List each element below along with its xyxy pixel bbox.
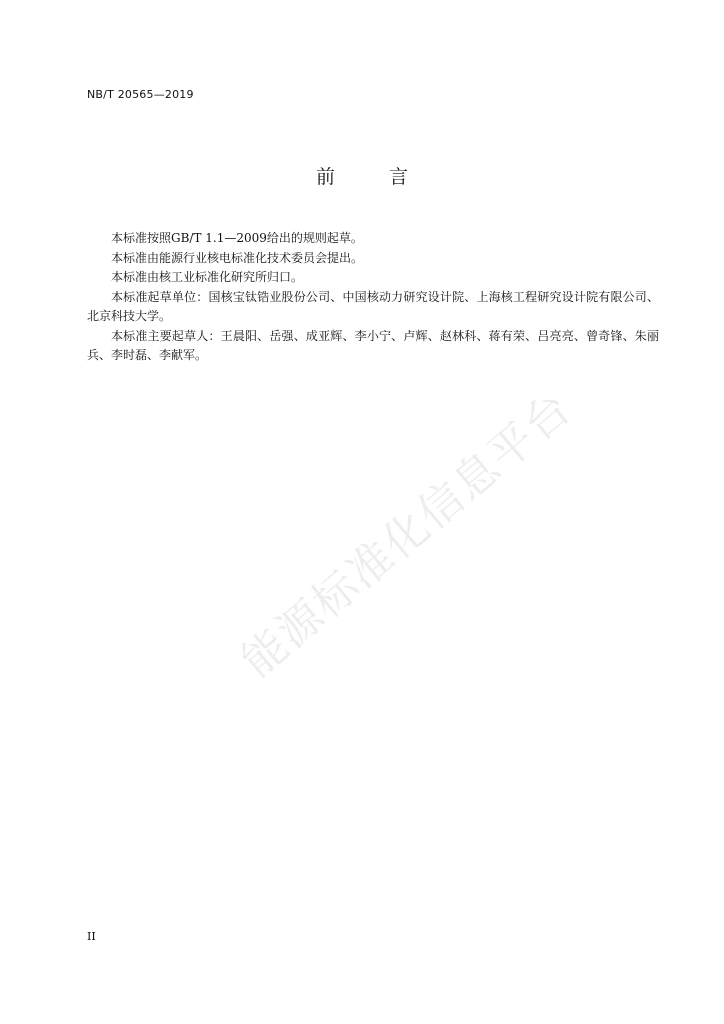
page-title: 前 言 xyxy=(315,166,433,188)
page-number: II xyxy=(87,930,96,943)
paragraph-proposer: 本标准由能源行业核电标准化技术委员会提出。 xyxy=(111,250,364,265)
paragraph-administrator: 本标准由核工业标准化研究所归口。 xyxy=(111,270,304,284)
paragraph-drafting-rules: 本标准按照GB/T 1.1—2009给出的规则起草。 xyxy=(111,231,363,245)
paragraph-drafting-units: 本标准起草单位：国核宝钛锆业股份公司、中国核动力研究设计院、上海核工程研究设计院有限公司、北京科技大学。 xyxy=(87,289,659,323)
paragraph-drafters: 本标准主要起草人：王晨阳、岳强、成亚辉、李小宁、卢辉、赵林科、蒋有荣、吕亮亮、曾奇锋、朱丽兵、李时磊、李献军。 xyxy=(87,328,659,362)
preface-body xyxy=(87,229,659,366)
standard-number-header: NB/T 20565—2019 xyxy=(87,88,194,101)
watermark: 能源标准化信息平台 xyxy=(232,382,582,688)
